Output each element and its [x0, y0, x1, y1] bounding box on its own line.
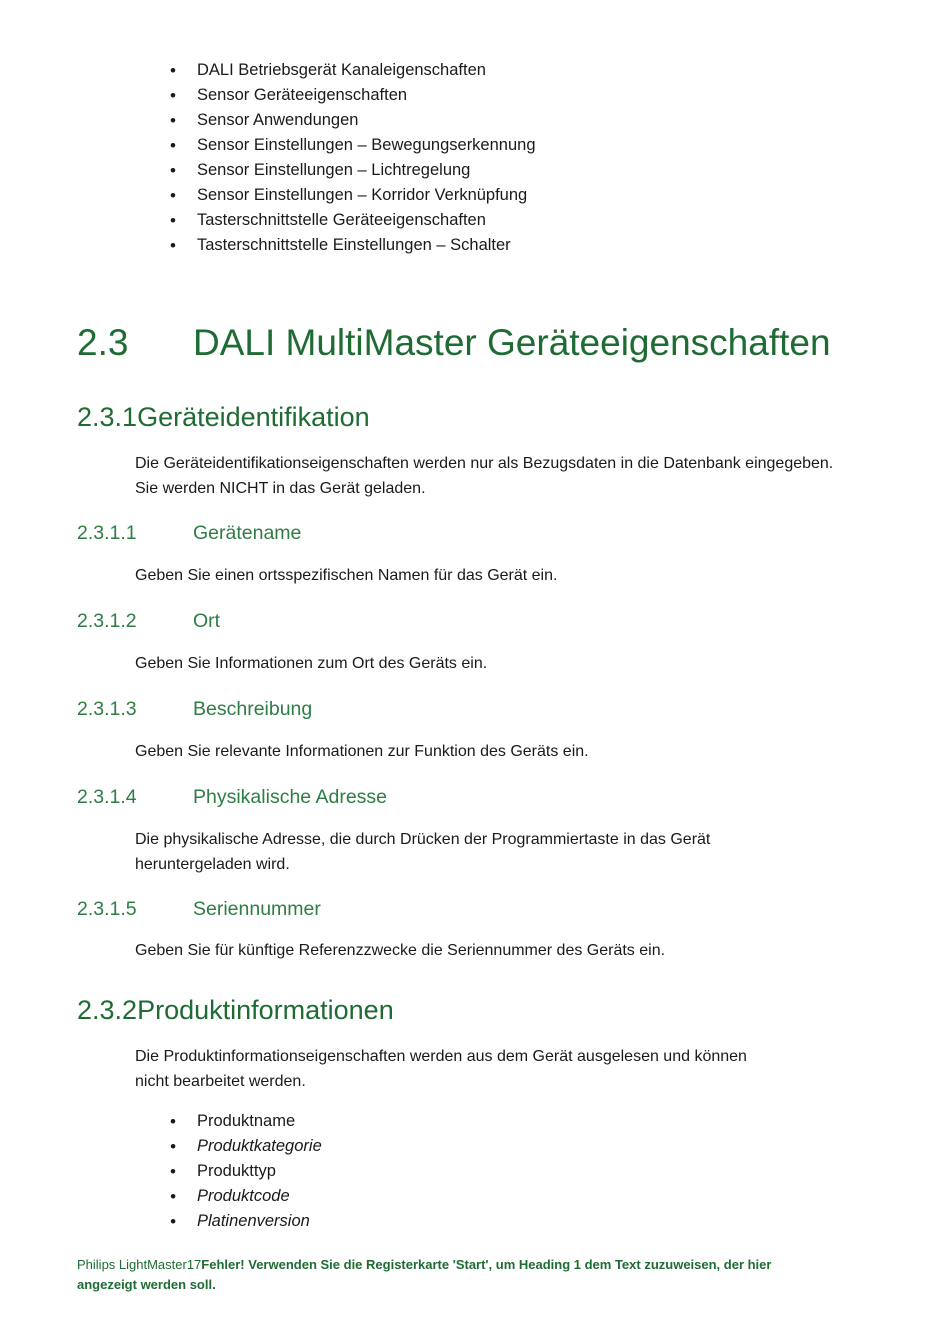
heading-number: 2.3.1.1: [77, 522, 137, 544]
heading-2-3-1-3: [77, 696, 312, 722]
text-line: nicht bearbeitet werden.: [135, 1072, 306, 1090]
list-item: • Produkttyp: [170, 1159, 322, 1184]
text-line: Geben Sie relevante Informationen zur Funktion des Geräts ein.: [135, 743, 589, 760]
heading-title: Seriennummer: [193, 898, 321, 920]
footer-page-number: 17: [186, 1257, 202, 1272]
list-item: • Tasterschnittstelle Einstellungen – Schalter: [170, 233, 536, 258]
heading-title: Gerätename: [193, 522, 302, 544]
list-item: • Tasterschnittstelle Geräteeigenschaften: [170, 208, 536, 233]
list-item: • Sensor Einstellungen – Bewegungserkennung: [170, 133, 536, 158]
paragraph-2-3-2-intro: [135, 1045, 855, 1094]
heading-title: Produktinformationen: [137, 995, 394, 1025]
heading-title: Geräteidentifikation: [137, 402, 370, 432]
paragraph-2-3-1-2: [135, 652, 855, 677]
text-line: Geben Sie Informationen zum Ort des Geräts ein.: [135, 655, 488, 672]
heading-2-3-2: [77, 993, 394, 1027]
list-item: • Sensor Einstellungen – Korridor Verknüpfung: [170, 183, 536, 208]
text-line: Die Produktinformationseigenschaften werden aus dem Gerät ausgelesen und können: [135, 1048, 747, 1065]
product-info-list: [170, 1109, 322, 1234]
heading-2-3: [77, 321, 831, 365]
footer-error-text: Fehler! Verwenden Sie die Registerkarte 'Start', um Heading 1 dem Text zuzuweisen, der hier: [201, 1257, 772, 1272]
page-footer: [77, 1255, 867, 1295]
paragraph-2-3-1-3: [135, 740, 855, 765]
list-item: • Sensor Einstellungen – Lichtregelung: [170, 158, 536, 183]
text-line: heruntergeladen wird.: [135, 855, 290, 873]
heading-number: 2.3.1.4: [77, 786, 137, 808]
text-line: Sie werden NICHT in das Gerät geladen.: [135, 479, 426, 497]
heading-number: 2.3.2: [77, 995, 138, 1025]
footer-error-text-continued: angezeigt werden soll.: [77, 1277, 216, 1292]
heading-2-3-1-5: [77, 896, 321, 922]
paragraph-2-3-1-4: [135, 828, 855, 877]
top-bullet-list: [170, 58, 536, 258]
heading-2-3-1-2: [77, 608, 220, 634]
text-line: Die Geräteidentifikationseigenschaften werden nur als Bezugsdaten in die Datenbank eingegeben.: [135, 455, 834, 472]
text-line: Geben Sie einen ortsspezifischen Namen für das Gerät ein.: [135, 567, 558, 584]
text-line: Geben Sie für künftige Referenzzwecke die Seriennummer des Geräts ein.: [135, 942, 666, 959]
heading-number: 2.3.1.3: [77, 698, 137, 720]
heading-2-3-1: [77, 400, 370, 434]
paragraph-2-3-1-intro: [135, 452, 855, 501]
list-item: • Platinenversion: [170, 1209, 322, 1234]
text-line: Die physikalische Adresse, die durch Drücken der Programmiertaste in das Gerät: [135, 831, 711, 848]
paragraph-2-3-1-1: [135, 564, 855, 589]
list-item: • Sensor Anwendungen: [170, 108, 536, 133]
heading-title: DALI MultiMaster Geräteeigenschaften: [193, 322, 831, 363]
list-item: • Produktname: [170, 1109, 322, 1134]
list-item: • Produktcode: [170, 1184, 322, 1209]
footer-product: Philips LightMaster: [77, 1257, 187, 1272]
heading-number: 2.3: [77, 322, 129, 363]
heading-title: Physikalische Adresse: [193, 786, 388, 808]
list-item: • Sensor Geräteeigenschaften: [170, 83, 536, 108]
heading-number: 2.3.1.2: [77, 610, 137, 632]
list-item: • DALI Betriebsgerät Kanaleigenschaften: [170, 58, 536, 83]
heading-2-3-1-4: [77, 784, 387, 810]
list-item: • Produktkategorie: [170, 1134, 322, 1159]
heading-title: Beschreibung: [193, 698, 313, 720]
heading-title: Ort: [193, 610, 221, 632]
heading-2-3-1-1: [77, 520, 301, 546]
heading-number: 2.3.1: [77, 402, 138, 432]
paragraph-2-3-1-5: [135, 939, 855, 964]
heading-number: 2.3.1.5: [77, 898, 137, 920]
